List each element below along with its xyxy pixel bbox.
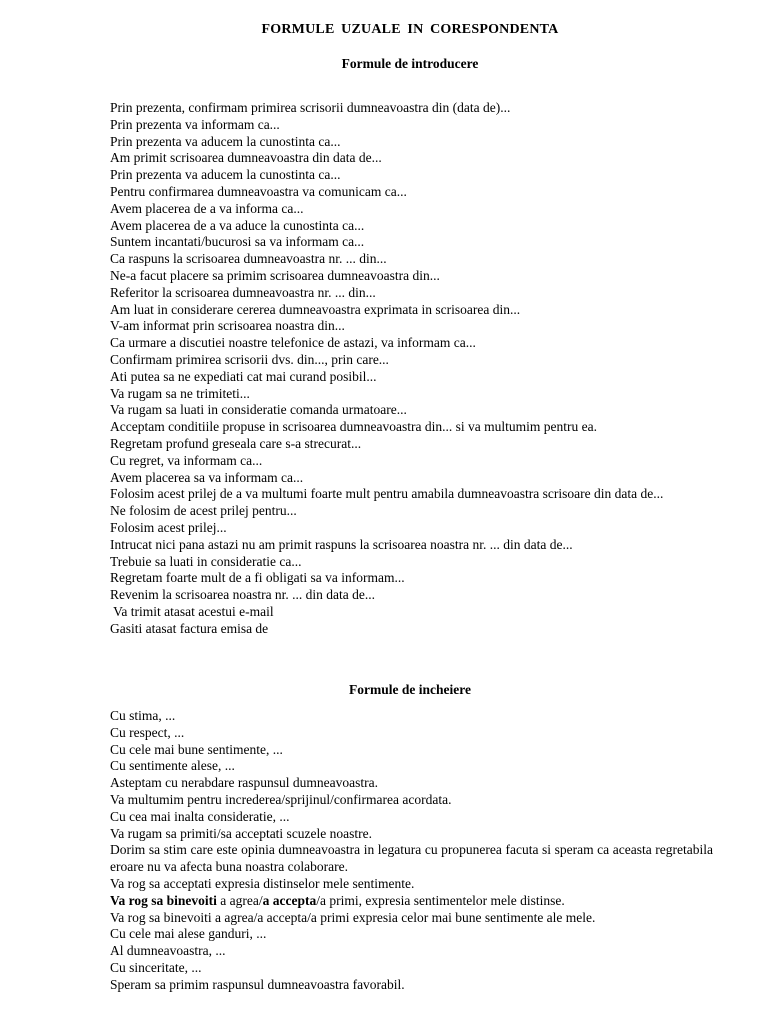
- intro-line: Ne-a facut placere sa primim scrisoarea dumneavoastra din...: [110, 267, 440, 283]
- intro-line: Prin prezenta va informam ca...: [110, 116, 280, 132]
- intro-line: Referitor la scrisoarea dumneavoastra nr. ... din...: [110, 284, 376, 300]
- intro-line: Avem placerea de a va aduce la cunostinta ca...: [110, 217, 365, 233]
- closing-line: Cu cele mai alese ganduri, ...: [110, 926, 267, 942]
- intro-line: Am primit scrisoarea dumneavoastra din data de...: [110, 150, 382, 166]
- intro-line: Ati putea sa ne expediati cat mai curand posibil...: [110, 368, 377, 384]
- intro-line: Revenim la scrisoarea noastra nr. ... din data de...: [110, 587, 376, 603]
- intro-line: Ca urmare a discutiei noastre telefonice de astazi, va informam ca...: [110, 335, 476, 351]
- closing-list: [110, 708, 713, 994]
- intro-line: Trebuie sa luati in consideratie ca...: [110, 553, 302, 569]
- closing-line: Cu cea mai inalta consideratie, ...: [110, 808, 290, 824]
- closing-line: Va rog sa binevoiti a agrea/a accepta/a primi expresia celor mai bune sentimente ale mele.: [110, 909, 596, 925]
- intro-line: Regretam foarte mult de a fi obligati sa va informam...: [110, 570, 405, 586]
- intro-line: Folosim acest prilej...: [110, 519, 227, 535]
- intro-line: Cu regret, va informam ca...: [110, 452, 263, 468]
- intro-line: Suntem incantati/bucurosi sa va informam ca...: [110, 234, 365, 250]
- intro-line: Gasiti atasat factura emisa de: [110, 620, 269, 636]
- intro-line: Ne folosim de acest prilej pentru...: [110, 503, 297, 519]
- closing-heading: Formule de incheiere: [349, 682, 471, 697]
- intro-line: Folosim acest prilej de a va multumi foarte mult pentru amabila dumneavoastra scrisoare din data de...: [110, 486, 664, 502]
- intro-line: Avem placerea de a va informa ca...: [110, 200, 304, 216]
- intro-line: Va trimit atasat acestui e-mail: [110, 603, 274, 619]
- closing-line: Cu sentimente alese, ...: [110, 758, 235, 774]
- intro-line: V-am informat prin scrisoarea noastra din...: [110, 318, 345, 334]
- closing-line: Dorim sa stim care este opinia dumneavoastra in legatura cu propunerea facuta si speram ca aceasta regretabila eroare nu va afecta buna noastra colaborare.: [110, 842, 713, 875]
- plain-phrase: a agrea/: [216, 892, 263, 908]
- bold-phrase: a accepta: [262, 892, 317, 908]
- closing-line: Speram sa primim raspunsul dumneavoastra favorabil.: [110, 976, 405, 992]
- intro-line: Va rugam sa ne trimiteti...: [110, 385, 250, 401]
- intro-line: Pentru confirmarea dumneavoastra va comunicam ca...: [110, 183, 407, 199]
- plain-phrase: /a primi, expresia sentimentelor mele distinse.: [316, 892, 565, 908]
- closing-line: Va rog sa acceptati expresia distinselor mele sentimente.: [110, 875, 415, 891]
- closing-line-mixed: [110, 893, 713, 910]
- intro-line: Va rugam sa luati in consideratie comanda urmatoare...: [110, 402, 407, 418]
- closing-line: Cu stima, ...: [110, 708, 176, 723]
- intro-line: Am luat in considerare cererea dumneavoastra exprimata in scrisoarea din...: [110, 301, 521, 317]
- closing-line: Va multumim pentru increderea/sprijinul/confirmarea acordata.: [110, 791, 452, 807]
- bold-phrase: Va rog sa binevoiti: [110, 892, 217, 908]
- intro-heading: Formule de introducere: [341, 56, 479, 71]
- intro-line: Acceptam conditiile propuse in scrisoarea dumneavoastra din... si va multumim pentru ea.: [110, 419, 597, 435]
- intro-line: Prin prezenta va aducem la cunostinta ca...: [110, 167, 341, 183]
- document-title: FORMULE UZUALE IN CORESPONDENTA: [261, 22, 559, 37]
- closing-line: Al dumneavoastra, ...: [110, 943, 226, 959]
- closing-line: Cu sinceritate, ...: [110, 959, 202, 975]
- intro-line: Ca raspuns la scrisoarea dumneavoastra nr. ... din...: [110, 251, 387, 267]
- closing-line: Va rugam sa primiti/sa acceptati scuzele noastre.: [110, 825, 373, 841]
- closing-line: Cu respect, ...: [110, 724, 185, 740]
- intro-line: Prin prezenta, confirmam primirea scrisorii dumneavoastra din (data de)...: [110, 100, 511, 115]
- intro-line: Avem placerea sa va informam ca...: [110, 469, 304, 485]
- intro-line: Intrucat nici pana astazi nu am primit raspuns la scrisoarea noastra nr. ... din data de...: [110, 536, 573, 552]
- intro-line: Regretam profund greseala care s-a strecurat...: [110, 435, 362, 451]
- closing-line: Asteptam cu nerabdare raspunsul dumneavoastra.: [110, 775, 379, 791]
- intro-line: Prin prezenta va aducem la cunostinta ca...: [110, 133, 341, 149]
- intro-list: [110, 100, 713, 638]
- intro-line: Confirmam primirea scrisorii dvs. din..., prin care...: [110, 351, 389, 367]
- closing-line: Cu cele mai bune sentimente, ...: [110, 741, 283, 757]
